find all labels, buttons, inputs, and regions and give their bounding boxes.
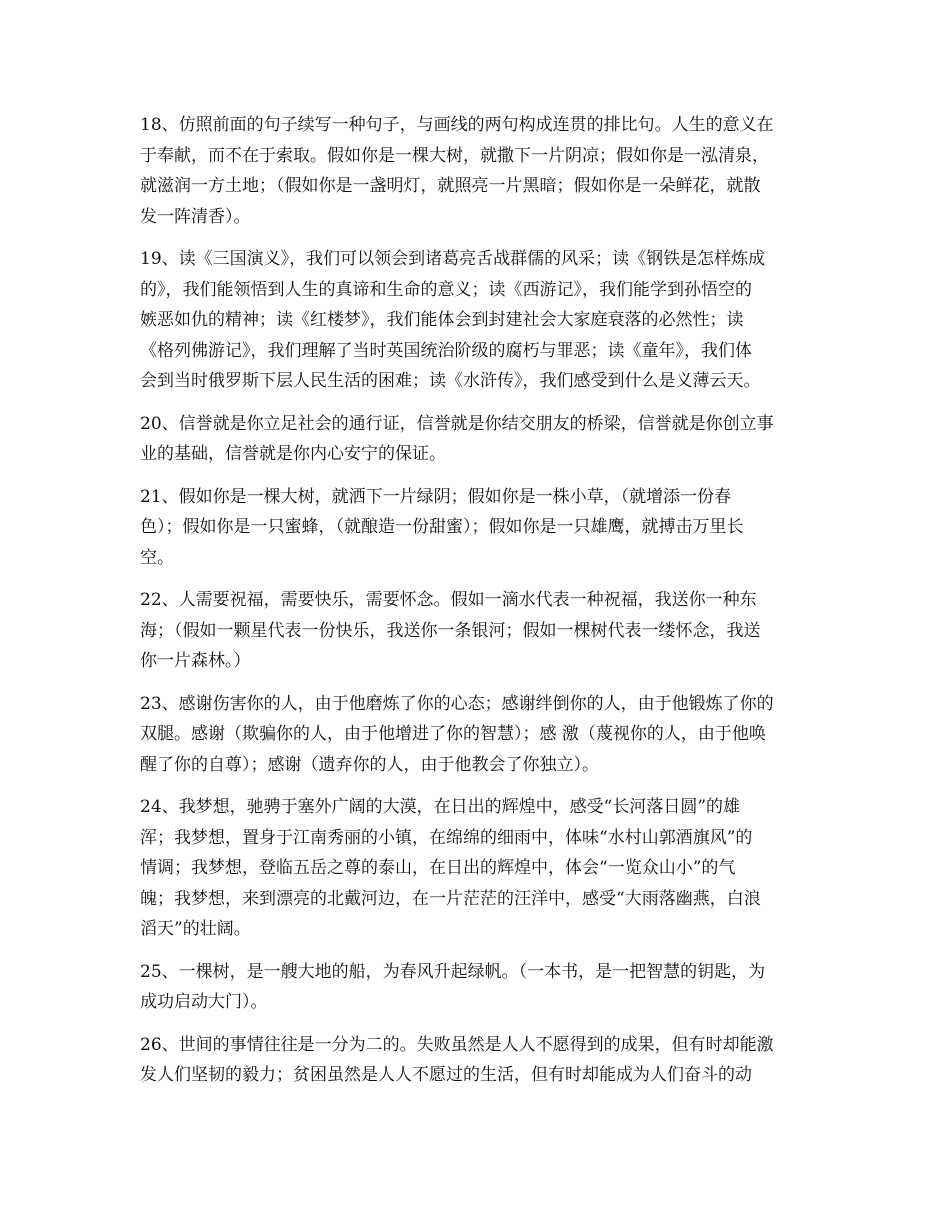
text-line: 海；（假如一颗星代表一份快乐，我送你一条银河；假如一棵树代表一缕怀念，我送 [140,620,761,641]
text-line: 业的基础，信誉就是你内心安宁的保证。 [140,444,446,464]
paragraph-22 [140,585,815,677]
text-line: 你一片森林。） [140,651,251,671]
text-line: 醒了你的自尊）；感谢（遗弃你的人，由于他教会了你独立）。 [140,754,599,775]
paragraph-20 [140,409,815,470]
text-line: 魄；我梦想，来到漂亮的北戴河边，在一片茫茫的汪洋中，感受“大雨落幽燕，白浪 [140,888,761,909]
text-line: 色）；假如你是一只蜜蜂，（就酿造一份甜蜜）；假如你是一只雄鹰，就搏击万里长 [140,517,744,537]
text-line: 滔天”的壮阔。 [140,919,251,939]
text-line: 就滋润一方土地；（假如你是一盏明灯，就照亮一片黑暗；假如你是一朵鲜花，就散 [140,176,761,196]
paragraph-26 [140,1030,815,1091]
text-line: 20、信誉就是你立足社会的通行证，信誉就是你结交朋友的桥梁，信誉就是你创立事 [140,413,774,434]
text-line: 成功启动大门）。 [140,992,268,1012]
paragraph-23 [140,689,815,781]
text-line: 25、一棵树，是一艘大地的船，为春风升起绿帆。（一本书，是一把智慧的钥匙，为 [140,961,766,982]
text-line: 情调；我梦想，登临五岳之尊的泰山，在日出的辉煌中，体会“一览众山小”的气 [140,858,736,878]
paragraph-24 [140,792,815,945]
text-line: 18、仿照前面的句子续写一种句子，与画线的两句构成连贯的排比句。人生的意义在 [140,115,774,135]
text-line: 23、感谢伤害你的人，由于他磨炼了你的心态；感谢绊倒你的人，由于他锻炼了你的 [140,693,774,714]
text-line: 26、世间的事情往往是一分为二的。失败虽然是人人不愿得到的成果，但有时却能激 [140,1034,774,1055]
text-line: 嫉恶如仇的精神；读《红楼梦》，我们能体会到封建社会大家庭衰落的必然性；读 [140,310,744,330]
text-line: 24、我梦想，驰骋于塞外广阔的大漠，在日出的辉煌中，感受“长河落日圆”的雄 [140,797,741,817]
text-line: 发人们坚韧的毅力；贫困虽然是人人不愿过的生活，但有时却能成为人们奋斗的动 [140,1065,752,1085]
text-line: 双腿。感谢（欺骗你的人，由于他增进了你的智慧）；感 激（蔑视你的人，由于他唤 [140,724,766,744]
text-line: 19、读《三国演义》，我们可以领会到诸葛亮舌战群儒的风采；读《钢铁是怎样炼成 [140,249,766,269]
text-line: 浑；我梦想，置身于江南秀丽的小镇，在绵绵的细雨中，体味“水村山郭酒旗风”的 [140,827,753,848]
paragraph-21 [140,482,815,574]
document-body [140,110,815,1103]
paragraph-25 [140,957,815,1018]
text-line: 空。 [140,547,174,568]
text-line: 《格列佛游记》，我们理解了当时英国统治阶级的腐朽与罪恶；读《童年》，我们体 [140,340,752,361]
text-line: 于奉献，而不在于索取。假如你是一棵大树，就撒下一片阴凉；假如你是一泓清泉， [140,145,769,166]
text-line: 会到当时俄罗斯下层人民生活的困难；读《水浒传》，我们感受到什么是义薄云天。 [140,371,761,391]
paragraph-19 [140,244,815,397]
text-line: 发一阵清香）。 [140,206,251,227]
text-line: 21、假如你是一棵大树，就洒下一片绿阴；假如你是一株小草，（就增添一份春 [140,486,732,507]
text-line: 22、人需要祝福，需要快乐，需要怀念。假如一滴水代表一种祝福，我送你一种东 [140,590,757,610]
text-line: 的》，我们能领悟到人生的真谛和生命的意义；读《西游记》，我们能学到孙悟空的 [140,279,752,300]
paragraph-18 [140,110,815,232]
